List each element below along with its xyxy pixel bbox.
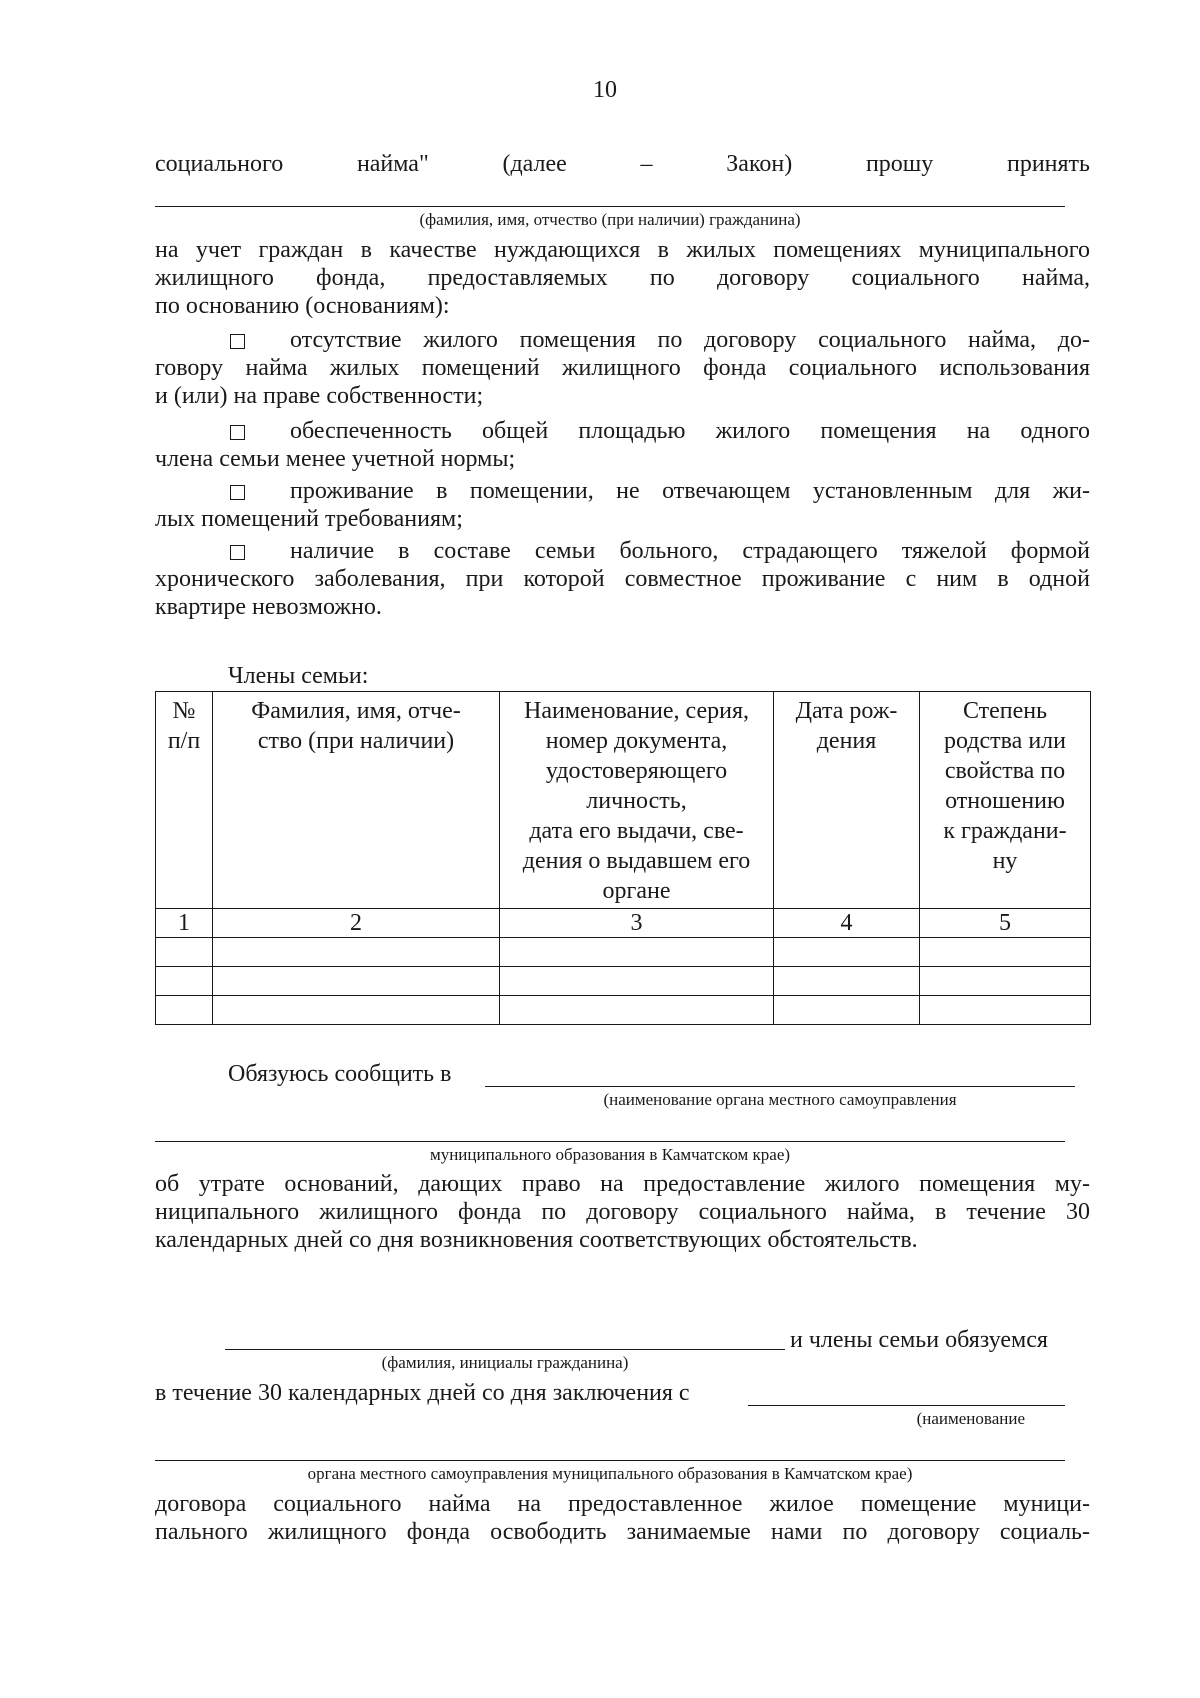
ground-checkbox-1[interactable] [230,334,245,349]
obligation2-line: в течение 30 календарных дней со дня заключения с [155,1380,690,1406]
ground-4-line: хронического заболевания, при которой совместное проживание с ним в одной [155,566,1090,592]
intro-line: по основанию (основаниям): [155,293,450,319]
intro-line: жилищного фонда, предоставляемых по договору социального найма, [155,265,1090,291]
obligation-line: ниципального жилищного фонда по договору социального найма, в течение 30 [155,1199,1090,1225]
org-fill-line-2[interactable] [155,1141,1065,1142]
intro-word: принять [1006,151,1090,177]
family-title: Члены семьи: [228,663,369,689]
obligation-lead: Обязуюсь сообщить в [228,1061,452,1087]
table-cell[interactable] [500,967,774,996]
column-number: 1 [156,909,213,938]
ground-1-line: и (или) на праве собственности; [155,383,484,409]
table-cell[interactable] [920,967,1091,996]
table-cell[interactable] [774,938,920,967]
org-caption-1: (наименование органа местного самоуправления [603,1090,957,1109]
table-cell[interactable] [213,938,500,967]
ground-checkbox-4[interactable] [230,545,245,560]
table-row [156,938,1091,967]
org-fill-line-3[interactable] [155,1460,1065,1461]
obligation-line: календарных дней со дня возникновения соответствующих обстоятельств. [155,1227,918,1253]
table-cell[interactable] [500,996,774,1025]
ground-1-line: говору найма жилых помещений жилищного фонда социального использования [155,355,1090,381]
table-cell[interactable] [500,938,774,967]
table-cell[interactable] [156,996,213,1025]
table-cell[interactable] [213,967,500,996]
table-cell[interactable] [156,967,213,996]
ground-checkbox-3[interactable] [230,485,245,500]
org-caption-2: муниципального образования в Камчатском крае) [429,1145,791,1164]
column-number: 5 [920,909,1091,938]
table-cell[interactable] [774,967,920,996]
ground-3-line: лых помещений требованиям; [155,506,463,532]
intro-word: найма" [356,151,429,177]
column-numbers-row [156,909,1091,938]
ground-3-line: проживание в помещении, не отвечающем установленным для жи- [290,478,1090,504]
header-fio: Фамилия, имя, отче- ство (при наличии) [213,692,500,909]
table-cell[interactable] [774,996,920,1025]
obligation2-tail: и члены семьи обязуемся [790,1327,1048,1353]
ground-1-line: отсутствие жилого помещения по договору социального найма, до- [290,327,1090,353]
family-members-table [155,691,1091,1025]
table-header-row [156,692,1091,909]
ground-4-line: квартире невозможно. [155,594,382,620]
intro-word: прошу [865,151,934,177]
table-cell[interactable] [920,938,1091,967]
header-document: Наименование, серия, номер документа, удостоверяющего личность, дата его выдачи, све- дения о выдавшем его органе [500,692,774,909]
column-number: 3 [500,909,774,938]
fio-initials-caption: (фамилия, инициалы гражданина) [381,1353,629,1372]
header-birth-date: Дата рож- дения [774,692,920,909]
obligation2-line: договора социального найма на предоставленное жилое помещение муници- [155,1491,1090,1517]
intro-word: Закон) [726,151,793,177]
fio-caption: (фамилия, имя, отчество (при наличии) гражданина) [419,210,801,229]
column-number: 2 [213,909,500,938]
header-number: № п/п [156,692,213,909]
org-name-caption: (наименование [916,1409,1025,1428]
intro-word: социального [155,151,284,177]
table-cell[interactable] [156,938,213,967]
ground-2-line: обеспеченность общей площадью жилого помещения на одного [290,418,1090,444]
intro-word: – [640,151,653,177]
page-number: 10 [593,77,617,103]
intro-first-line [155,150,1090,178]
obligation2-line: пального жилищного фонда освободить занимаемые нами по договору социаль- [155,1519,1090,1545]
header-relation: Степень родства или свойства по отношению к граждани- ну [920,692,1091,909]
org-caption-3: органа местного самоуправления муниципального образования в Камчатском крае) [307,1464,913,1483]
obligation-line: об утрате оснований, дающих право на предоставление жилого помещения му- [155,1171,1090,1197]
fio-fill-line[interactable] [155,206,1065,207]
table-row [156,996,1091,1025]
ground-2-line: члена семьи менее учетной нормы; [155,446,516,472]
ground-checkbox-2[interactable] [230,425,245,440]
intro-line: на учет граждан в качестве нуждающихся в жилых помещениях муниципального [155,237,1090,263]
table-cell[interactable] [213,996,500,1025]
table-cell[interactable] [920,996,1091,1025]
org-name-fill-line[interactable] [748,1405,1065,1406]
ground-4-line: наличие в составе семьи больного, страдающего тяжелой формой [290,538,1090,564]
column-number: 4 [774,909,920,938]
intro-word: (далее [502,151,567,177]
fio-initials-fill-line[interactable] [225,1349,785,1350]
table-row [156,967,1091,996]
org-fill-line[interactable] [485,1086,1075,1087]
